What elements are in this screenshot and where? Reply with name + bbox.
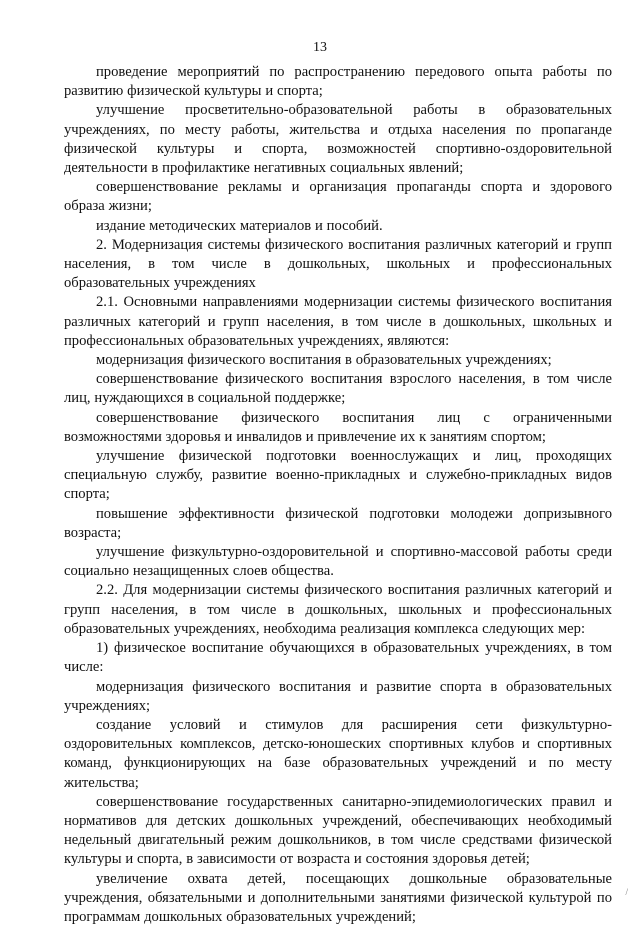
paragraph: улучшение физкультурно-оздоровительной и спортивно-массовой работы среди социально незащищенных слоев общества. bbox=[64, 544, 612, 580]
paragraph: 2.1. Основными направлениями модернизации системы физического воспитания различных категорий и групп населения, в том числе в дошкольных, школьных и профессиональных образовательных учреждениях, являются: bbox=[64, 294, 612, 349]
paragraph: издание методических материалов и пособий. bbox=[96, 217, 383, 234]
paragraph: 2.2. Для модернизации системы физического воспитания различных категорий и групп населения, в том числе в дошкольных, школьных и профессиональных образовательных учреждениях, необходима реализация комплекса следующих мер: bbox=[64, 582, 612, 637]
paragraph: совершенствование физического воспитания лиц с ограниченными возможностями здоровья и инвалидов и привлечение их к занятиям спортом; bbox=[64, 409, 612, 445]
paragraph: совершенствование государственных санитарно-эпидемиологических правил и нормативов для детских дошкольных учреждений, обеспечивающих необходимый недельный двигательный режим дошкольников, в том числе средствами физической культуры и спорта, в зависимости от возраста и состояния здоровья детей; bbox=[64, 793, 612, 868]
paragraph: увеличение охвата детей, посещающих дошкольные образовательные учреждения, обязательными и дополнительными занятиями физической культурой по программам дошкольных образовательных учреждений; bbox=[64, 870, 612, 925]
paragraph: совершенствование рекламы и организация пропаганды спорта и здорового образа жизни; bbox=[64, 179, 612, 215]
document-body bbox=[64, 63, 612, 927]
paragraph: 1) физическое воспитание обучающихся в образовательных учреждениях, в том числе: bbox=[64, 640, 612, 676]
paragraph: модернизация физического воспитания в образовательных учреждениях; bbox=[96, 352, 552, 369]
paragraph: создание условий и стимулов для расширения сети физкультурно-оздоровительных комплексов, детско-юношеских спортивных клубов и спортивных команд, функционирующих на базе образовательных учреждений и по месту жительства; bbox=[64, 716, 612, 791]
paragraph: проведение мероприятий по распространению передового опыта работы по развитию физической культуры и спорта; bbox=[64, 64, 612, 100]
paragraph: улучшение просветительно-образовательной работы в образовательных учреждениях, по месту работы, жительства и отдыха населения по пропаганде физической культуры и спорта, возможностей спортивно-оздоровительной деятельности в профилактике негативных социальных явлений; bbox=[64, 102, 612, 177]
corner-mark: / bbox=[625, 887, 628, 897]
paragraph: повышение эффективности физической подготовки молодежи допризывного возраста; bbox=[64, 505, 612, 541]
page-number: 13 bbox=[313, 40, 327, 55]
paragraph: улучшение физической подготовки военнослужащих и лиц, проходящих специальную службу, развитие военно-прикладных и служебно-прикладных видов спорта; bbox=[64, 448, 612, 503]
paragraph: совершенствование физического воспитания взрослого населения, в том числе лиц, нуждающихся в социальной поддержке; bbox=[64, 371, 612, 407]
paragraph: модернизация физического воспитания и развитие спорта в образовательных учреждениях; bbox=[64, 678, 612, 714]
section-heading: 2. Модернизация системы физического воспитания различных категорий и групп населения, в том числе в дошкольных, школьных и профессиональных образовательных учреждениях bbox=[64, 236, 612, 292]
